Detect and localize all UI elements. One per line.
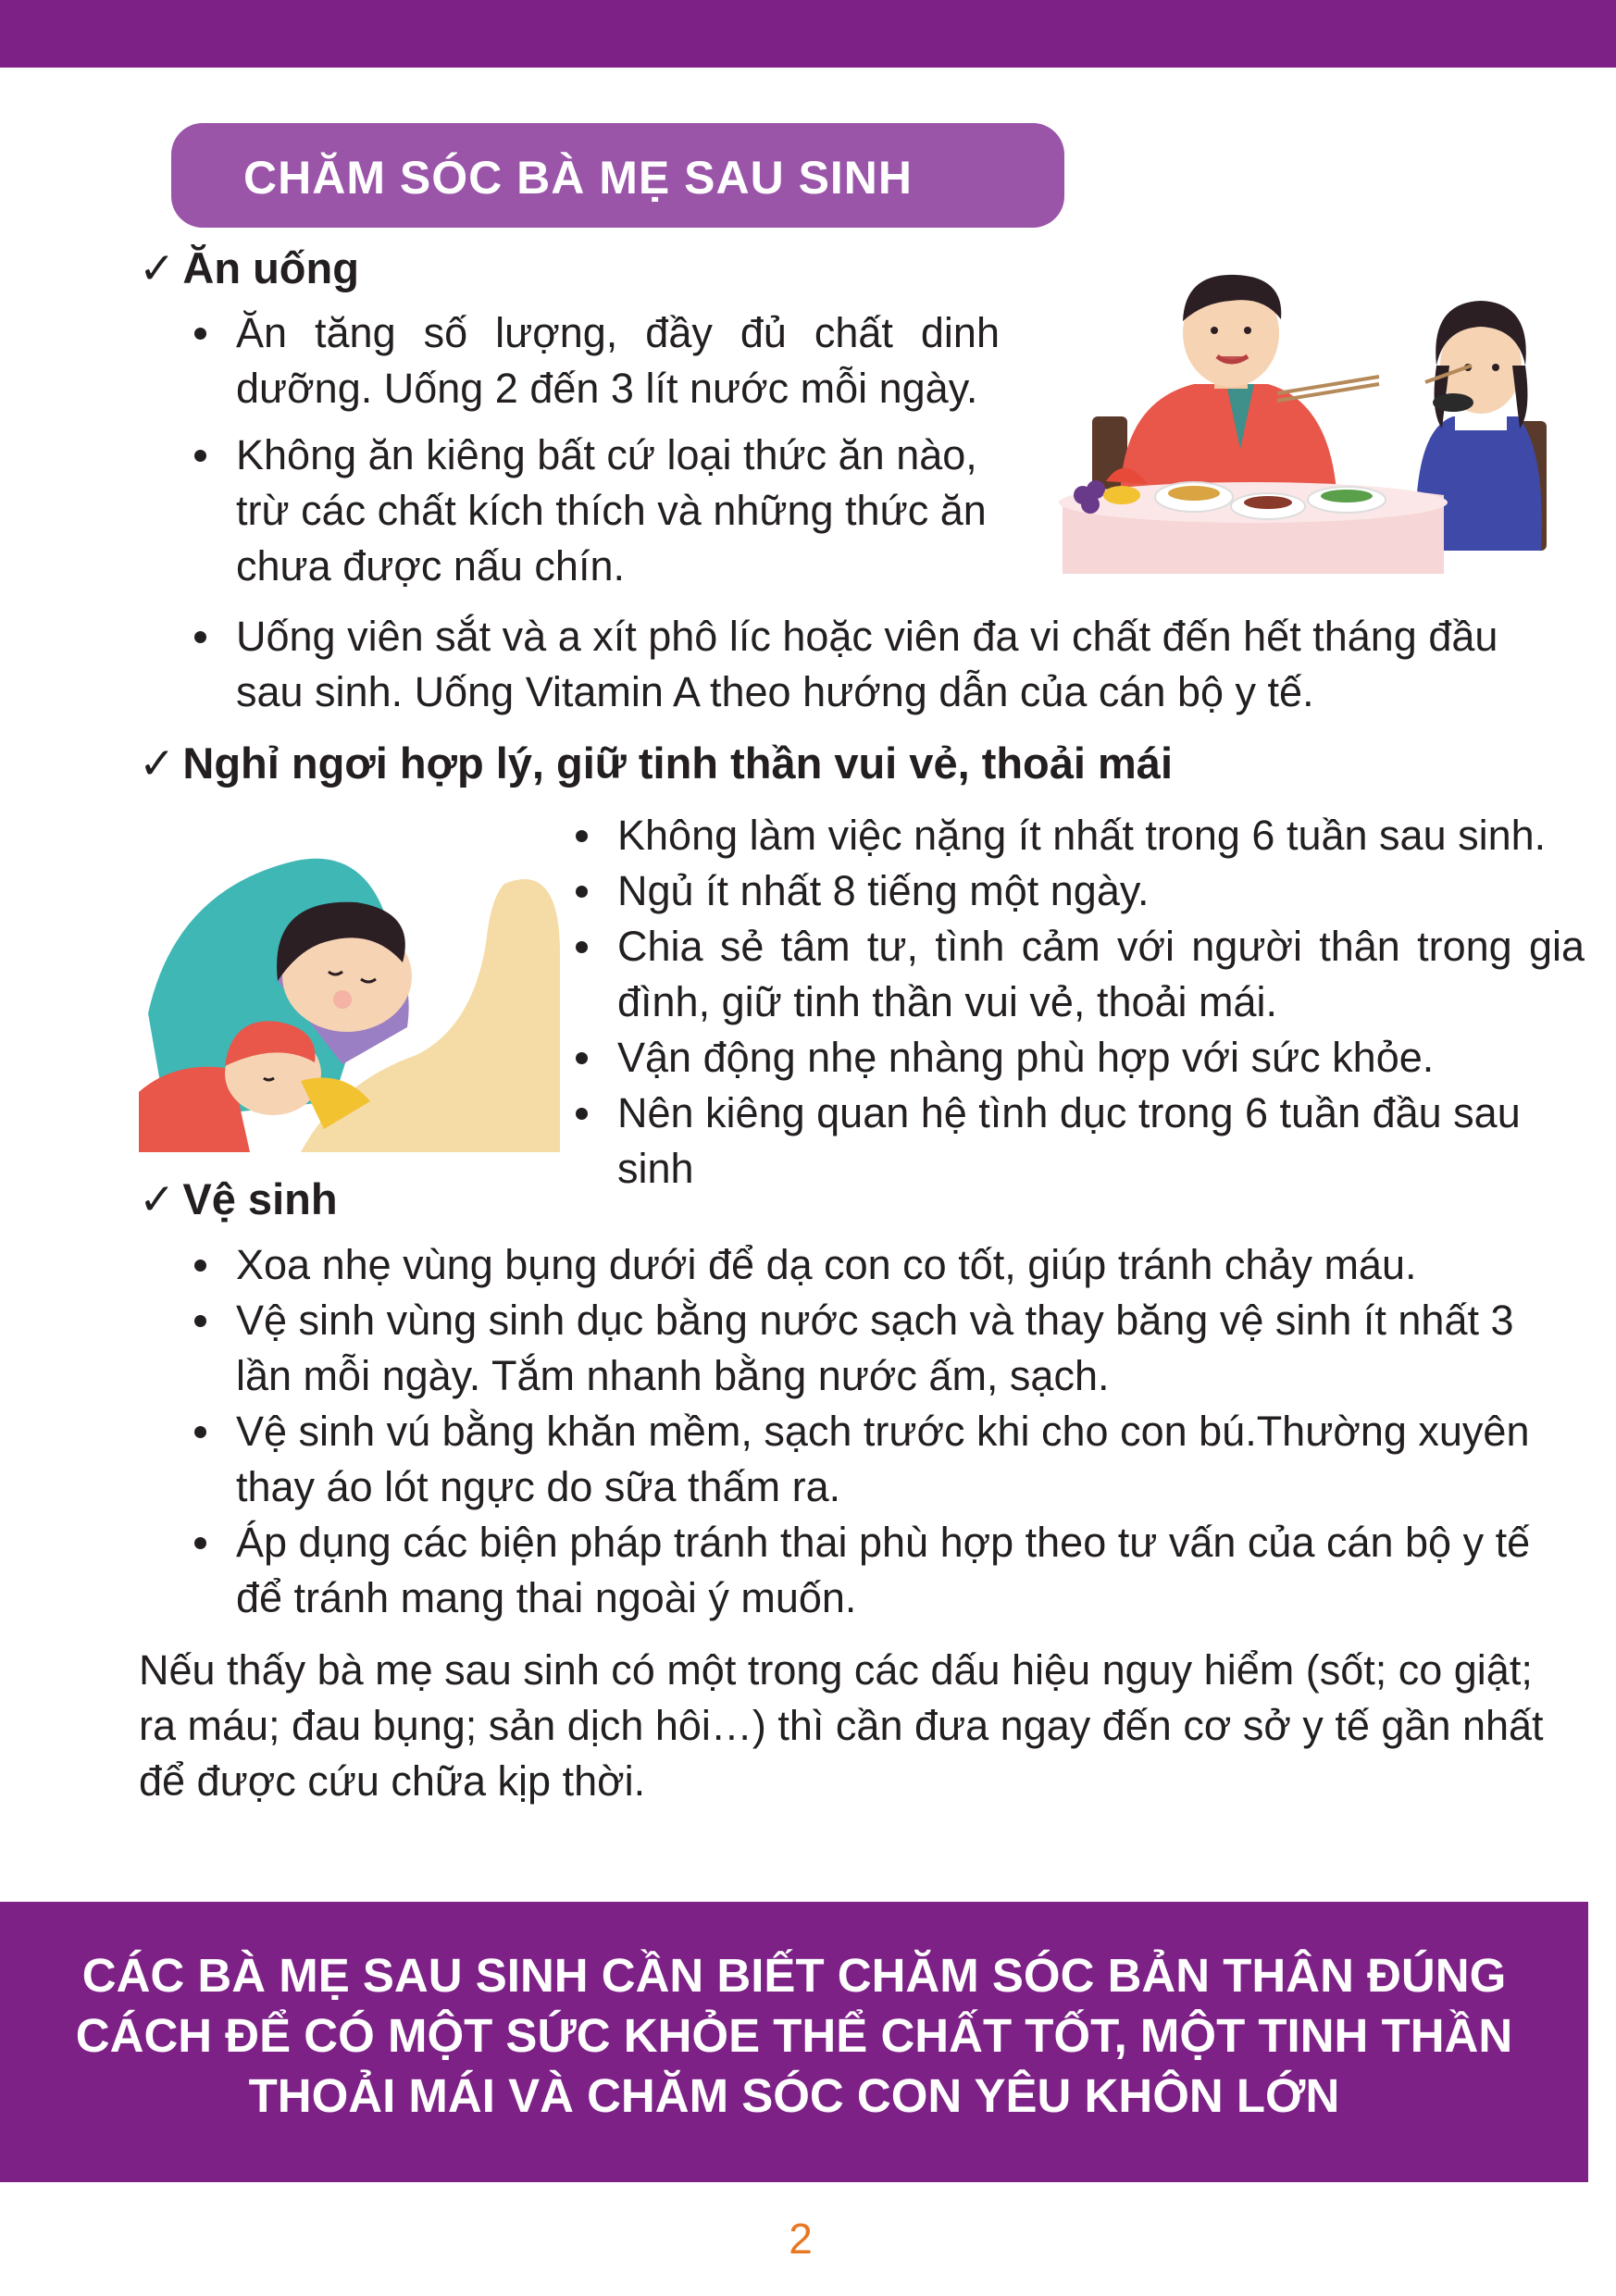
list-item: Chia sẻ tâm tư, tình cảm với người thân trong gia đình, giữ tinh thần vui vẻ, thoải mái.: [576, 919, 1585, 1030]
page-title: CHĂM SÓC BÀ MẸ SAU SINH: [243, 152, 914, 204]
checkmark-icon: ✓: [139, 1174, 176, 1223]
section-title: Nghỉ ngơi hợp lý, giữ tinh thần vui vẻ, thoải mái: [182, 738, 1174, 788]
page-title-banner: [171, 123, 1064, 228]
hygiene-list: [194, 1237, 1564, 1626]
list-item: Ăn tăng số lượng, đầy đủ chất dinh dưỡng. Uống 2 đến 3 lít nước mỗi ngày.: [194, 305, 1000, 416]
list-item: Không làm việc nặng ít nhất trong 6 tuần sau sinh.: [576, 808, 1585, 863]
list-item: Nên kiêng quan hệ tình dục trong 6 tuần đầu sau sinh: [576, 1086, 1585, 1197]
list-item: Không ăn kiêng bất cứ loại thức ăn nào, trừ các chất kích thích và những thức ăn chưa được nấu chín.: [194, 428, 1000, 594]
checkmark-icon: ✓: [139, 738, 176, 788]
list-item: Áp dụng các biện pháp tránh thai phù hợp theo tư vấn của cán bộ y tế để tránh mang thai ngoài ý muốn.: [194, 1515, 1564, 1626]
top-color-bar: [0, 0, 1616, 68]
mother-and-baby-sleeping-illustration: [139, 824, 565, 1152]
section-title: Vệ sinh: [182, 1174, 338, 1223]
list-item: Vệ sinh vùng sinh dục bằng nước sạch và thay băng vệ sinh ít nhất 3 lần mỗi ngày. Tắm nhanh bằng nước ấm, sạch.: [194, 1293, 1564, 1404]
section-heading-eating: [139, 242, 359, 294]
list-item: Uống viên sắt và a xít phô líc hoặc viên đa vi chất đến hết tháng đầu sau sinh. Uống Vitamin A theo hướng dẫn của cán bộ y tế.: [194, 609, 1564, 720]
slogan-banner: [0, 1902, 1588, 2182]
section-heading-hygiene: [139, 1173, 338, 1225]
checkmark-icon: ✓: [139, 243, 176, 292]
eating-list: [194, 305, 1000, 594]
list-item: Ngủ ít nhất 8 tiếng một ngày.: [576, 863, 1585, 919]
rest-list: [576, 808, 1585, 1197]
section-heading-rest: [139, 738, 1173, 789]
page-number: 2: [789, 2215, 813, 2263]
section-title: Ăn uống: [182, 243, 359, 292]
danger-signs-note: Nếu thấy bà mẹ sau sinh có một trong các dấu hiệu nguy hiểm (sốt; co giật; ra máu; đau bụng; sản dịch hôi…) thì cần đưa ngay đến cơ sở y tế gần nhất để được cứu chữa kịp thời.: [139, 1646, 1544, 1805]
list-item: Vệ sinh vú bằng khăn mềm, sạch trước khi cho con bú.Thường xuyên thay áo lót ngực do sữa thấm ra.: [194, 1404, 1564, 1515]
list-item: Xoa nhẹ vùng bụng dưới để dạ con co tốt, giúp tránh chảy máu.: [194, 1237, 1564, 1293]
eating-list-continued: [194, 609, 1564, 720]
couple-eating-illustration: [1055, 264, 1560, 574]
list-item: Vận động nhẹ nhàng phù hợp với sức khỏe.: [576, 1030, 1585, 1086]
slogan-text: CÁC BÀ MẸ SAU SINH CẦN BIẾT CHĂM SÓC BẢN THÂN ĐÚNG CÁCH ĐỂ CÓ MỘT SỨC KHỎE THỂ CHẤT TỐT, MỘT TINH THẦN THOẢI MÁI VÀ CHĂM SÓC CON YÊU KHÔN LỚN: [75, 1949, 1513, 2122]
